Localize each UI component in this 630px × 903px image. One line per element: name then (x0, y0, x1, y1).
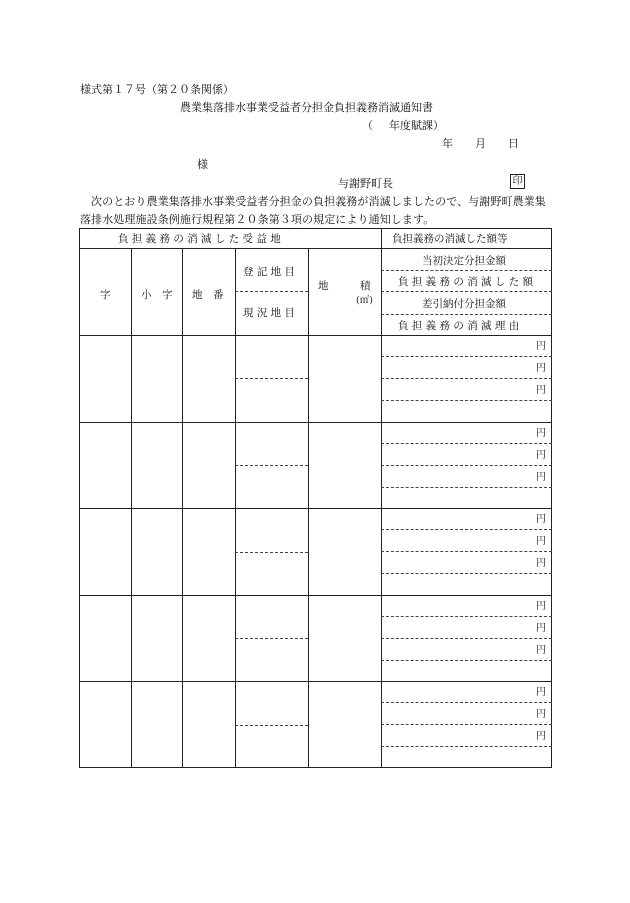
header-amount-dash-1 (381, 270, 552, 271)
yen-mark: 円 (536, 363, 546, 374)
seal-box: 印 (510, 174, 525, 189)
header-extinguish-reason: 負 担 義 務 の 消 滅 理 由 (398, 320, 520, 332)
fiscal-year-text: 年度賦課） (389, 119, 444, 132)
yen-mark: 円 (536, 645, 546, 656)
header-group-amount: 負担義務の消滅した額等 (392, 233, 508, 245)
yen-mark: 円 (536, 731, 546, 742)
row-3-amount-dash-1 (381, 529, 552, 530)
header-group-land: 負 担 義 務 の 消 滅 し た 受 益 地 (118, 233, 281, 245)
row-2-amount-dash-2 (381, 465, 552, 466)
yen-mark: 円 (536, 601, 546, 612)
row-5-amount-dash-2 (381, 724, 552, 725)
row-1-category-dash (235, 378, 308, 379)
header-koaza: 小 字 (141, 289, 173, 301)
issuer-name: 与謝野町長 (338, 177, 393, 190)
row-4-amount-dash-3 (381, 660, 552, 661)
yen-mark: 円 (536, 450, 546, 461)
row-5-amount-dash-3 (381, 746, 552, 747)
form-number: 様式第１７号（第２０条関係） (80, 83, 234, 96)
date-month: 月 (475, 137, 486, 150)
header-aza: 字 (100, 289, 111, 301)
notice-body: 次のとおり農業集落排水事業受益者分担金の負担義務が消滅しましたので、与謝野町農業集落排水処理施設条例施行規程第２０条第３項の規定により通知します。 (80, 195, 546, 226)
table-border-bottom (79, 767, 552, 768)
header-registry-category: 登 記 地 目 (243, 266, 296, 278)
header-category-dash (235, 291, 308, 292)
yen-mark: 円 (536, 558, 546, 569)
header-extinguished-amount: 負 担 義 務 の 消 滅 し た 額 (398, 276, 534, 288)
table-border-right (551, 228, 552, 768)
row-divider-1 (79, 422, 552, 423)
row-1-amount-dash-3 (381, 400, 552, 401)
header-area: 地 積 (318, 280, 371, 292)
yen-mark: 円 (536, 536, 546, 547)
row-3-amount-dash-2 (381, 551, 552, 552)
yen-mark: 円 (536, 514, 546, 525)
yen-mark: 円 (536, 385, 546, 396)
header-current-category: 現 況 地 目 (243, 307, 296, 319)
row-5-category-dash (235, 725, 308, 726)
row-5-amount-dash-1 (381, 702, 552, 703)
date-day: 日 (508, 137, 519, 150)
document-title: 農業集落排水事業受益者分担金負担義務消滅通知書 (180, 101, 433, 114)
fiscal-year-open: （ (362, 119, 373, 132)
yen-mark: 円 (536, 709, 546, 720)
date-line (442, 137, 519, 151)
fiscal-year-line (362, 119, 444, 133)
row-divider-4 (79, 681, 552, 682)
row-2-amount-dash-1 (381, 443, 552, 444)
header-balance-amount: 差引納付分担金額 (422, 298, 506, 310)
col-divider-amount (381, 228, 382, 768)
row-2-amount-dash-3 (381, 487, 552, 488)
yen-mark: 円 (536, 341, 546, 352)
table-border-top (79, 228, 552, 229)
row-1-amount-dash-2 (381, 378, 552, 379)
header-area-unit: (㎡) (356, 295, 373, 306)
row-4-amount-dash-2 (381, 638, 552, 639)
table-border-left (79, 228, 80, 768)
header-amount-dash-3 (381, 314, 552, 315)
header-chiban: 地 番 (192, 289, 224, 301)
yen-mark: 円 (536, 472, 546, 483)
header-group-divider (79, 248, 552, 249)
addressee-suffix: 様 (197, 158, 208, 171)
row-divider-2 (79, 508, 552, 509)
row-4-category-dash (235, 638, 308, 639)
row-3-category-dash (235, 552, 308, 553)
row-2-category-dash (235, 465, 308, 466)
header-amount-dash-2 (381, 291, 552, 292)
yen-mark: 円 (536, 428, 546, 439)
row-3-amount-dash-3 (381, 573, 552, 574)
date-year: 年 (442, 137, 453, 150)
yen-mark: 円 (536, 623, 546, 634)
row-4-amount-dash-1 (381, 616, 552, 617)
header-bottom (79, 335, 552, 336)
row-divider-3 (79, 595, 552, 596)
yen-mark: 円 (536, 687, 546, 698)
header-initial-amount: 当初決定分担金額 (422, 255, 506, 267)
row-1-amount-dash-1 (381, 356, 552, 357)
